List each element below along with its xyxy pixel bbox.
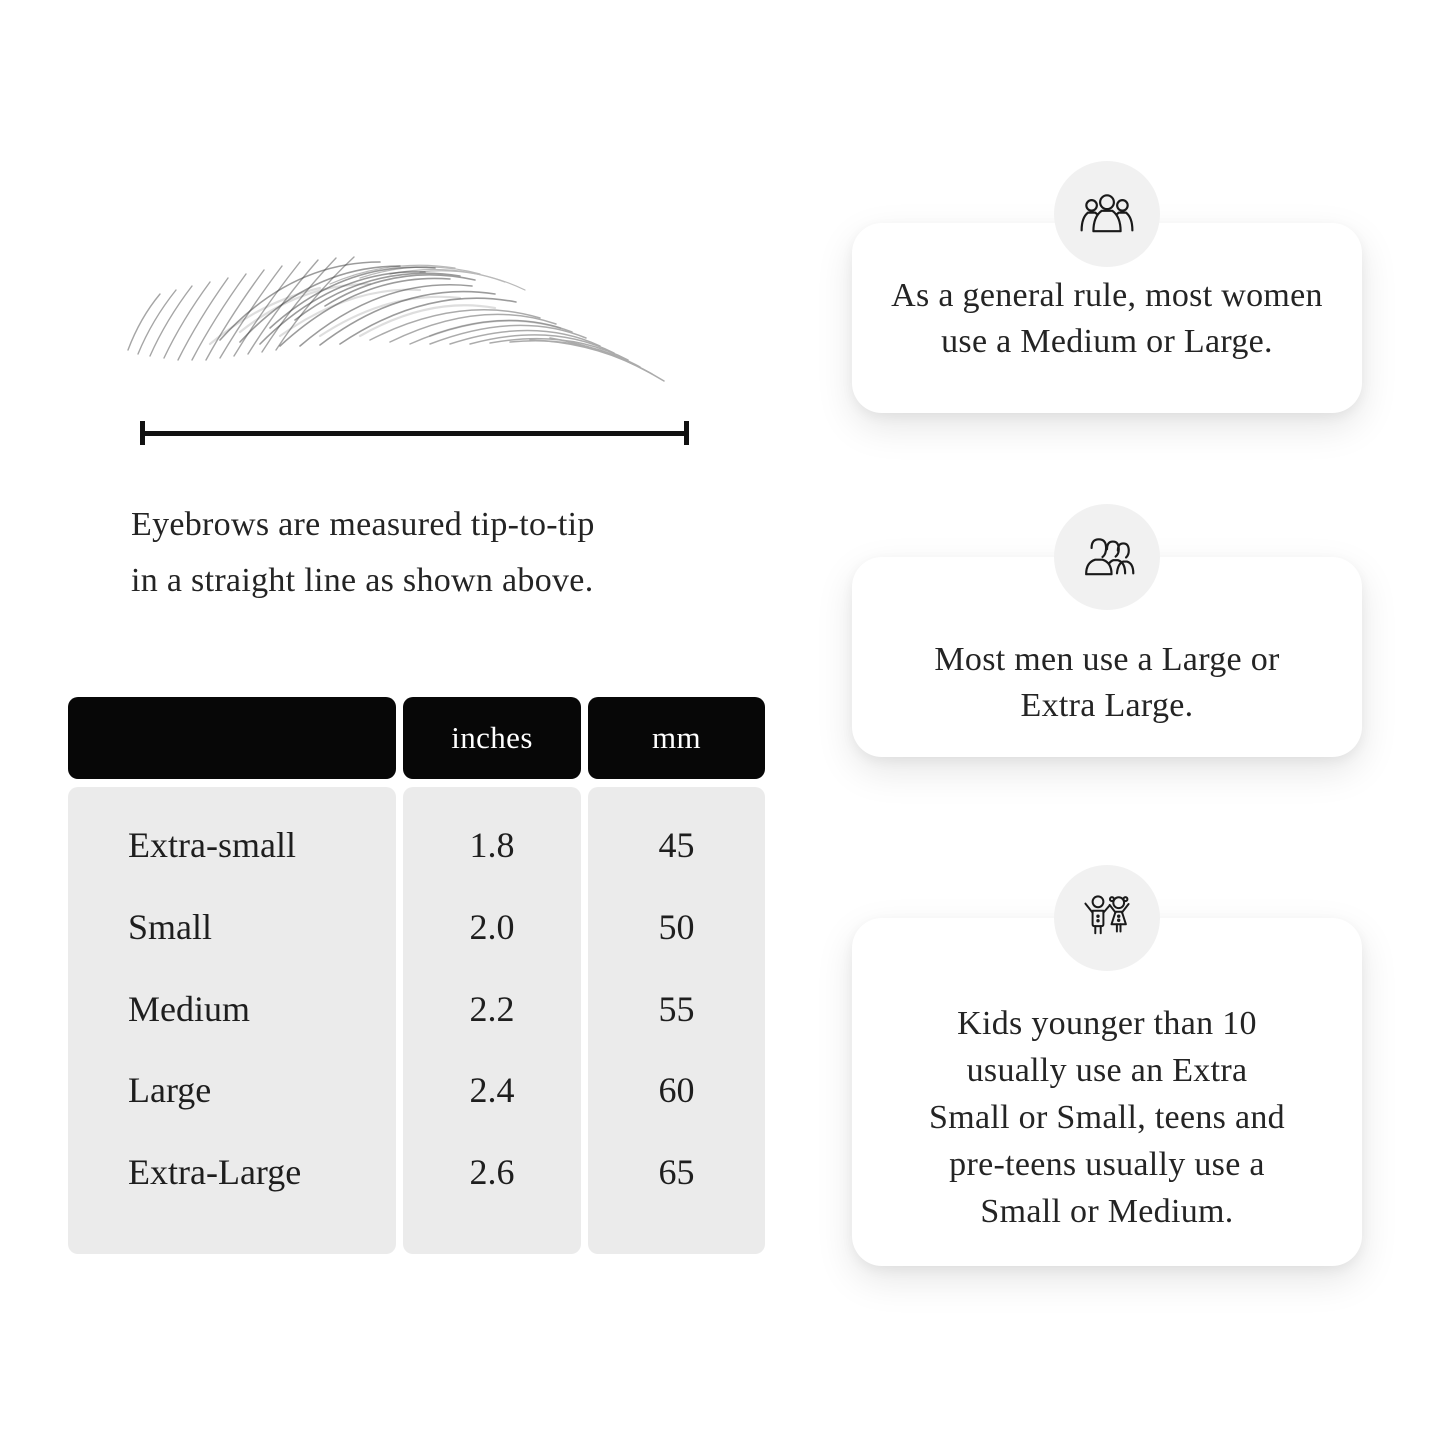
women-group-icon [1078, 190, 1136, 238]
card-text-line: As a general rule, most women [891, 277, 1323, 314]
inches-value: 2.4 [469, 1070, 515, 1110]
table-header-size [68, 697, 396, 779]
women-icon-badge [1054, 161, 1160, 267]
card-text-line: pre-teens usually use a [949, 1145, 1265, 1183]
mm-value: 65 [658, 1152, 695, 1192]
table-header-mm: mm [588, 697, 765, 779]
inches-value: 2.0 [469, 907, 515, 947]
size-label: Medium [128, 989, 250, 1029]
measurement-line-right-cap [684, 421, 689, 445]
mm-value: 55 [658, 989, 695, 1029]
card-text-line: Small or Medium. [980, 1192, 1234, 1230]
inches-value: 1.8 [469, 825, 515, 865]
table-row [68, 984, 765, 1034]
men-group-icon [1078, 533, 1136, 581]
measurement-caption [131, 497, 731, 609]
size-label: Large [128, 1070, 212, 1110]
info-card-kids-text [929, 1000, 1285, 1235]
measurement-line [140, 421, 689, 445]
table-row [68, 902, 765, 952]
mm-value: 50 [658, 907, 695, 947]
kids-icon-badge [1054, 865, 1160, 971]
caption-line-2: in a straight line as shown above. [131, 562, 594, 599]
card-text-line: use a Medium or Large. [941, 323, 1273, 360]
inches-value: 2.2 [469, 989, 515, 1029]
card-text-line: Extra Large. [1020, 687, 1194, 724]
mm-value: 45 [658, 825, 695, 865]
table-row [68, 1147, 765, 1197]
size-label: Extra-Large [128, 1152, 302, 1192]
card-text-line: Kids younger than 10 [957, 1004, 1257, 1042]
caption-line-1: Eyebrows are measured tip-to-tip [131, 506, 595, 543]
table-row [68, 820, 765, 870]
card-text-line: Most men use a Large or [934, 641, 1280, 678]
mm-value: 60 [658, 1070, 695, 1110]
inches-value: 2.6 [469, 1152, 515, 1192]
card-text-line: Small or Small, teens and [929, 1098, 1285, 1136]
size-label: Extra-small [128, 825, 296, 865]
info-card-men-text [934, 637, 1279, 729]
table-header-inches: inches [403, 697, 581, 779]
info-card-women-text [891, 273, 1323, 365]
table-row [68, 1065, 765, 1115]
size-label: Small [128, 907, 213, 947]
measurement-line-bar [140, 431, 689, 436]
kids-icon [1078, 891, 1136, 945]
eyebrow-illustration [120, 232, 700, 407]
card-text-line: usually use an Extra [966, 1051, 1248, 1089]
men-icon-badge [1054, 504, 1160, 610]
